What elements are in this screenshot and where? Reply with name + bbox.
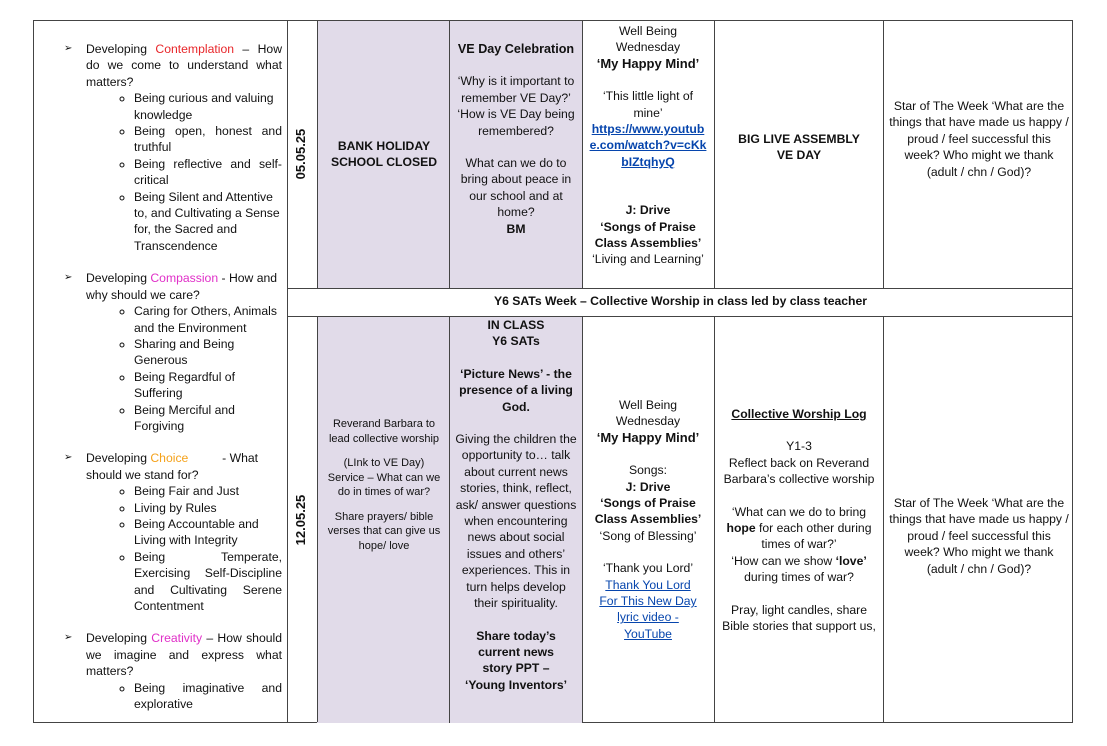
developing-list: [64, 41, 282, 728]
planning-table: [33, 20, 1073, 723]
list-item: ➢ Developing Contemplation – How do we come to understand what matters? ◦ Being curious and valuing knowledge ◦ Being open, honest and truthful ◦ Being reflective and self-critical ◦ Being Silent and Attentive to, and Cultivating a Sense for, the Sacred and Transcendence: [64, 41, 282, 254]
arrow-bullet-icon: ➢: [64, 43, 73, 54]
week2-friday: Star of The Week ‘What are the things that have made us happy / proud / feel successful this week? Who might we thank (adult / chn / God)?: [889, 496, 1069, 576]
sub-item: ◦ Being open, honest and truthful: [134, 123, 282, 156]
week2-tuesday: IN CLASS Y6 SATs ‘Picture News’ - the presence of a living God. Giving the children the opportunity to… talk about current news stories, think, reflect, ask/ answer questions when encountering news about social issues and others’ experiences. This in turn helps develop their spirituality. Share today’s current news story PPT – ‘Young Inventors’: [455, 318, 577, 692]
arrow-bullet-icon: ➢: [64, 272, 73, 284]
list-item: ➢ Developing Compassion - How and why should we care? ◦ Caring for Others, Animals and the Environment ◦ Sharing and Being Generous ◦ Being Regardful of Suffering ◦ Being Merciful and Forgiving: [64, 270, 282, 434]
week1-wednesday: Well Being Wednesday ‘My Happy Mind’ ‘This little light of mine’ https://www.youtube.com/watch?v=cKkbIZtqhyQ J: Drive ‘Songs of Praise Class Assemblies’ ‘Living and Learning’: [586, 23, 710, 268]
sub-item: ◦ Being curious and valuing knowledge: [134, 90, 282, 123]
sub-item: ◦ Being Temperate, Exercising Self-Discipline and Cultivating Serene Contentment: [134, 549, 282, 615]
youtube-link-thank-you-lord[interactable]: Thank You Lord For This New Day lyric video - YouTube: [599, 577, 697, 641]
week2-wednesday: Well Being Wednesday ‘My Happy Mind’ Songs: J: Drive ‘Songs of Praise Class Assemblies’ ‘Song of Blessing’ ‘Thank you Lord’ Thank You Lord For This New Day lyric video - YouTube: [586, 397, 710, 642]
week1-thursday: BIG LIVE ASSEMBLY VE DAY: [738, 132, 860, 163]
list-item: ➢ Developing Choice - What should we stand for? ◦ Being Fair and Just ◦ Living by Rules ◦ Being Accountable and Living with Integrity ◦ Being Temperate, Exercising Self-Discipline and Cultivating Serene Contentment: [64, 450, 282, 614]
week2-monday: Reverand Barbara to lead collective worship (LInk to VE Day) Service – What can we do in times of war? Share prayers/ bible verses that can give us hope/ love: [327, 418, 441, 552]
sub-item: ◦ Being Regardful of Suffering: [134, 369, 282, 402]
youtube-link[interactable]: https://www.youtube.com/watch?v=cKkbIZtqhyQ: [589, 122, 707, 169]
sub-item: ◦ Being Merciful and Forgiving: [134, 402, 282, 435]
arrow-bullet-icon: ➢: [64, 452, 73, 464]
sub-item: ◦ Being reflective and self-critical: [134, 156, 282, 189]
week2-thursday: Collective Worship Log Y1-3 Reflect back on Reverand Barbara’s collective worship ‘What can we do to bring hope for each other during times of war?’ ‘How can we show ‘love’ during times of war? Pray, light candles, share Bible stories that support us,: [722, 407, 876, 634]
sub-item: ◦ Being imaginative and explorative: [134, 680, 282, 713]
sub-item: ◦ Living by Rules: [134, 500, 282, 516]
list-item: ➢ Developing Creativity – How should we imagine and express what matters? ◦ Being imaginative and explorative: [64, 630, 282, 712]
week1-monday: BANK HOLIDAY SCHOOL CLOSED: [330, 139, 438, 170]
arrow-bullet-icon: ➢: [64, 632, 73, 644]
week1-date: 05.05.25: [293, 128, 308, 180]
sub-item: ◦ Being Silent and Attentive to, and Cultivating a Sense for, the Sacred and Transcendence: [134, 189, 282, 255]
week2-date: 12.05.25: [293, 494, 308, 546]
sub-item: ◦ Being Fair and Just: [134, 483, 282, 499]
sub-item: ◦ Caring for Others, Animals and the Environment: [134, 303, 282, 336]
week1-tuesday: VE Day Celebration ‘Why is it important to remember VE Day?’ ‘How is VE Day being remembered? What can we do to bring about peace in our school and at home? BM: [457, 42, 575, 236]
sub-item: ◦ Being Accountable and Living with Integrity: [134, 516, 282, 549]
sats-banner: Y6 SATs Week – Collective Worship in class led by class teacher: [493, 294, 867, 308]
sub-item: ◦ Sharing and Being Generous: [134, 336, 282, 369]
week1-friday: Star of The Week ‘What are the things that have made us happy / proud / feel successful this week? Who might we thank (adult / chn / God)?: [889, 99, 1069, 179]
